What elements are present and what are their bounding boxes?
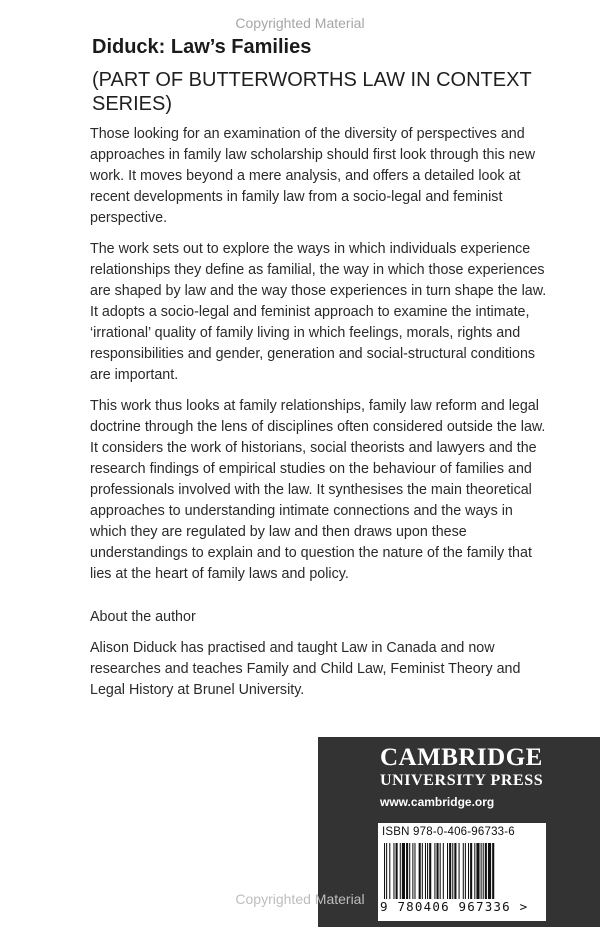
- isbn-label: ISBN 978-0-406-96733-6: [382, 826, 515, 838]
- publisher-name: CAMBRIDGE: [380, 744, 543, 771]
- book-title: Diduck: Law’s Families: [92, 36, 312, 58]
- blurb-paragraph-3: This work thus looks at family relationships, family law reform and legal doctrine through the lens of disciplines often considered outside the law. It considers the work of historians, social theorists and lawyers and the research findings of empirical studies on the behaviour of families and professionals involved with the law. It synthesises the main theoretical approaches to understanding intimate connections and the ways in which they are regulated by law and then draws upon these understandings to explain and to question the nature of the family that lies at the heart of family laws and policy.: [90, 398, 546, 582]
- publisher-website: www.cambridge.org: [380, 795, 495, 809]
- watermark-bottom: Copyrighted Material: [235, 891, 365, 907]
- blurb: [90, 124, 550, 595]
- about-author-heading: About the author: [90, 609, 196, 625]
- publisher-press: UNIVERSITY PRESS: [380, 772, 544, 789]
- blurb-paragraph-1: Those looking for an examination of the diversity of perspectives and approaches in family law scholarship should first look through this new work. It moves beyond a mere analysis, and offers a detailed look at recent developments in family law from a socio-legal and feminist perspective.: [90, 126, 536, 226]
- series-title: (PART OF BUTTERWORTHS LAW IN CONTEXT SERIES): [92, 69, 532, 115]
- about-author-text: Alison Diduck has practised and taught Law in Canada and now researches and teaches Family and Child Law, Feminist Theory and Legal History at Brunel University.: [90, 640, 521, 698]
- watermark-top: Copyrighted Material: [235, 15, 365, 31]
- barcode-digits: 9 780406 967336 >: [380, 899, 529, 914]
- blurb-paragraph-2: The work sets out to explore the ways in which individuals experience relationships they define as familial, the way in which those experiences are shaped by law and the way those experiences in turn shape the law. It adopts a socio-legal and feminist approach to examine the intimate, ‘irrational’ quality of family living in which feelings, morals, rights and responsibilities and gender, generation and social-structural conditions are important.: [90, 241, 547, 383]
